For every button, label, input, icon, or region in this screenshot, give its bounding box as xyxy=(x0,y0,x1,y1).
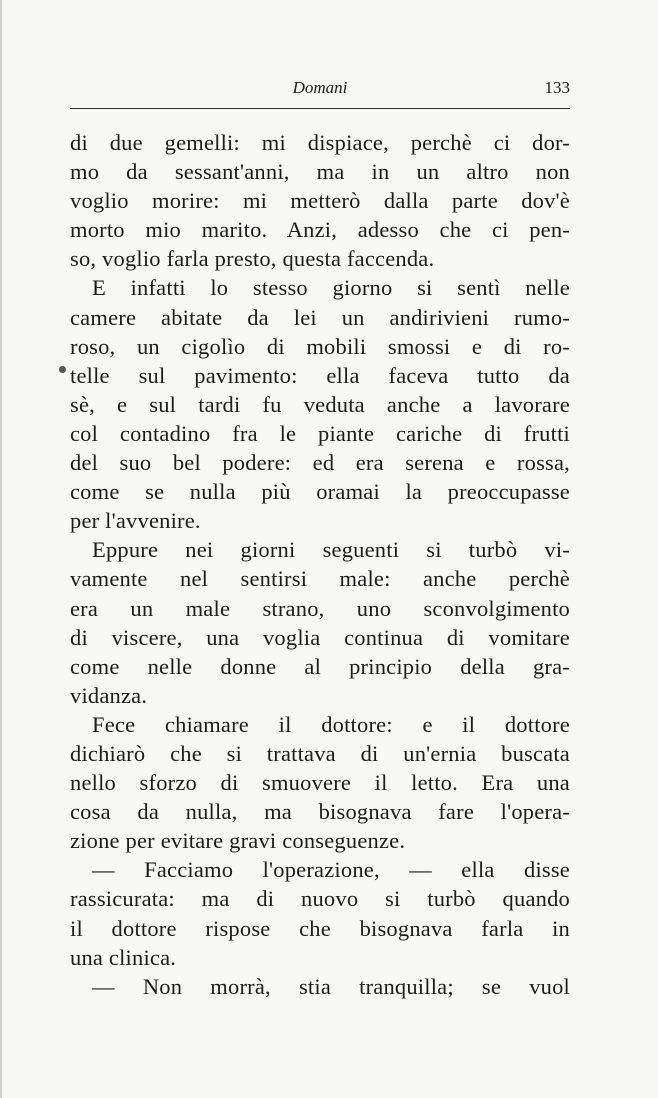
text-line: — Non morrà, stia tranquilla; se vuol xyxy=(92,973,570,999)
page-number: 133 xyxy=(544,78,570,97)
ink-spot-icon xyxy=(59,366,66,373)
running-head xyxy=(70,76,570,100)
text-line: nello sforzo di smuovere il letto. Era una xyxy=(70,770,570,796)
text-line: morto mio marito. Anzi, adesso che ci pen- xyxy=(70,217,570,243)
header-rule xyxy=(70,108,570,109)
text-line: come nelle donne al principio della gra- xyxy=(70,653,570,679)
text-line: col contadino fra le piante cariche di frutti xyxy=(70,420,570,446)
text-line: voglio morire: mi metterò dalla parte dov'è xyxy=(70,188,570,214)
text-line: era un male strano, uno sconvolgimento xyxy=(70,595,570,621)
text-line: di viscere, una voglia continua di vomitare xyxy=(70,624,570,650)
text-line: — Facciamo l'operazione, — ella disse xyxy=(92,857,570,883)
text-line: Fece chiamare il dottore: e il dottore xyxy=(92,711,570,737)
running-title: Domani xyxy=(292,78,348,97)
text-line: cosa da nulla, ma bisognava fare l'opera- xyxy=(70,799,570,825)
text-line: di due gemelli: mi dispiace, perchè ci dor- xyxy=(70,130,570,155)
text-line: sè, e sul tardi fu veduta anche a lavorare xyxy=(70,391,570,417)
text-line: vidanza. xyxy=(70,682,148,708)
text-line: mo da sessant'anni, ma in un altro non xyxy=(70,159,570,185)
text-line: una clinica. xyxy=(70,944,177,970)
text-line: zione per evitare gravi conseguenze. xyxy=(70,828,406,854)
text-line: E infatti lo stesso giorno si sentì nelle xyxy=(92,275,570,301)
text-line: camere abitate da lei un andirivieni rumo- xyxy=(70,304,570,330)
text-line: vamente nel sentirsi male: anche perchè xyxy=(70,566,570,592)
text-line: roso, un cigolìo di mobili smossi e di ro- xyxy=(70,333,570,359)
text-line: per l'avvenire. xyxy=(70,508,201,534)
text-line: so, voglio farla presto, questa faccenda. xyxy=(70,246,435,272)
text-line: Eppure nei giorni seguenti si turbò vi- xyxy=(92,537,570,563)
body-text xyxy=(70,128,570,1001)
text-line: telle sul pavimento: ella faceva tutto da xyxy=(70,362,570,388)
text-line: del suo bel podere: ed era serena e rossa, xyxy=(70,450,570,476)
text-line: rassicurata: ma di nuovo si turbò quando xyxy=(70,886,570,912)
text-line: dichiarò che si trattava di un'ernia buscata xyxy=(70,740,570,766)
text-line: come se nulla più oramai la preoccupasse xyxy=(70,479,570,505)
text-line: il dottore rispose che bisognava farla in xyxy=(70,915,570,941)
